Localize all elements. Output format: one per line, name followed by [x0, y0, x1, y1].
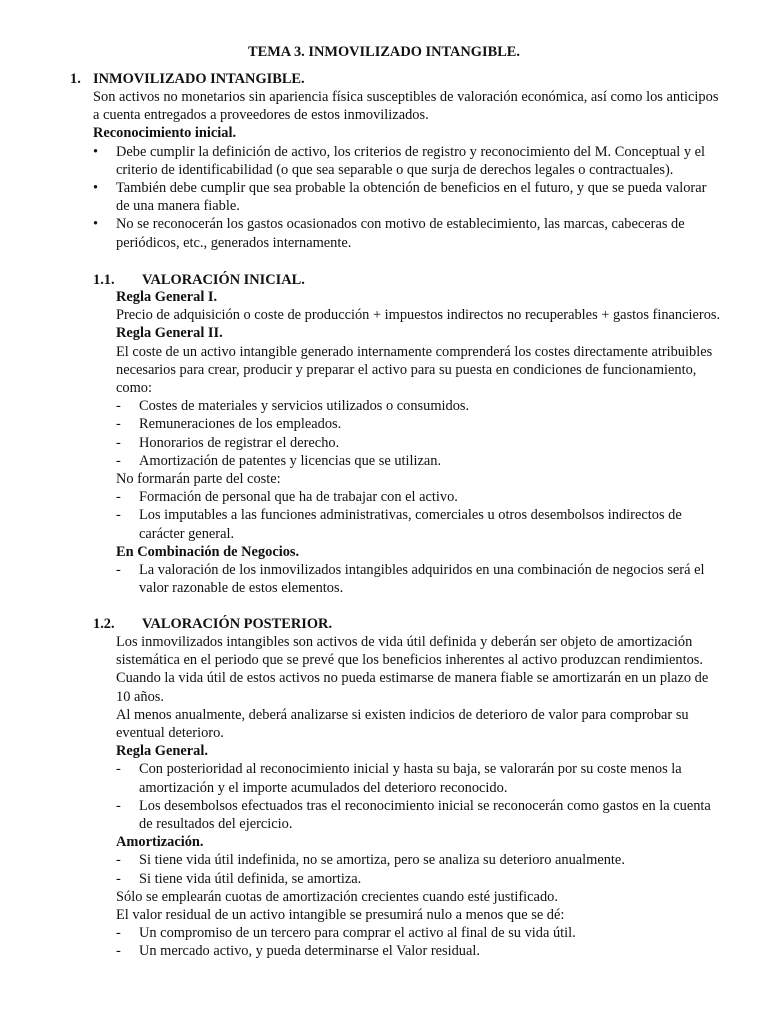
rule-1-text: Precio de adquisición o coste de producción + impuestos indirectos no recuperables + gastos financieros.	[116, 307, 721, 324]
list-item	[116, 924, 721, 942]
page-title: TEMA 3. INMOVILIZADO INTANGIBLE.	[248, 44, 520, 60]
dash-marker: -	[116, 489, 121, 506]
paragraph: Cuando la vida útil de estos activos no pueda estimarse de manera fiable se amortizarán en un plazo de 10 años.	[116, 670, 709, 705]
excluded-intro: No formarán parte del coste:	[116, 471, 281, 488]
list-item	[93, 215, 720, 251]
bullet-marker: •	[93, 216, 99, 233]
dash-marker: -	[116, 761, 121, 778]
list-item	[116, 797, 721, 833]
list-item	[116, 851, 721, 869]
section-1-1-number: 1.1.	[93, 272, 115, 288]
list-item	[116, 942, 721, 960]
dash-marker: -	[116, 797, 121, 814]
amortization-heading: Amortización.	[116, 834, 204, 851]
excluded-item: Los imputables a las funciones administrativas, comerciales u otros desembolsos indirectos de carácter general.	[139, 507, 682, 542]
section-1-title: INMOVILIZADO INTANGIBLE.	[93, 71, 305, 87]
list-item	[116, 452, 721, 470]
cost-item: Costes de materiales y servicios utilizados o consumidos.	[139, 398, 470, 415]
amortization-item: Si tiene vida útil definida, se amortiza.	[139, 870, 362, 887]
section-1-1-body	[116, 288, 721, 597]
paragraph: Los inmovilizados intangibles son activos de vida útil definida y deberán ser objeto de amortización sistemática en el periodo que se prevé que los beneficios inherentes al activo produzcan rendimientos.	[116, 634, 704, 669]
recognition-heading: Reconocimiento inicial.	[93, 125, 237, 142]
list-item	[116, 415, 721, 433]
rule-item: Con posterioridad al reconocimiento inicial y hasta su baja, se valorarán por su coste menos la amortización y el importe acumulados del deterioro reconocido.	[139, 761, 682, 796]
list-item	[93, 143, 720, 179]
section-1-intro: Son activos no monetarios sin apariencia física susceptibles de valoración económica, así como los anticipos a cuenta entregados a proveedores de estos inmovilizados.	[93, 89, 719, 124]
section-1-2-body	[116, 633, 721, 961]
rule-heading: Regla General.	[116, 743, 208, 760]
excluded-item: Formación de personal que ha de trabajar con el activo.	[139, 489, 458, 506]
dash-marker: -	[116, 507, 121, 524]
amortization-item: Si tiene vida útil indefinida, no se amortiza, pero se analiza su deterioro anualmente.	[139, 852, 625, 869]
cost-item: Remuneraciones de los empleados.	[139, 416, 342, 433]
cost-item: Amortización de patentes y licencias que se utilizan.	[139, 452, 442, 469]
list-item	[93, 179, 720, 215]
section-1-1-title: VALORACIÓN INICIAL.	[142, 272, 305, 288]
rule-1-heading: Regla General I.	[116, 289, 218, 305]
paragraph: El valor residual de un activo intangible se presumirá nulo a menos que se dé:	[116, 907, 565, 924]
bullet-marker: •	[93, 143, 99, 160]
list-item	[116, 397, 721, 415]
combination-item: La valoración de los inmovilizados intangibles adquiridos en una combinación de negocios será el valor razonable de estos elementos.	[139, 562, 705, 597]
section-1-body	[93, 88, 720, 252]
rule-2-text: El coste de un activo intangible generado internamente comprenderá los costes directamente atribuibles necesarios para crear, producir y preparar el activo para su puesta en condiciones de funcionamiento, como:	[116, 343, 713, 397]
cost-item: Honorarios de registrar el derecho.	[139, 434, 340, 451]
bullet-text: No se reconocerán los gastos ocasionados con motivo de establecimiento, las marcas, cabeceras de periódicos, etc., generados internamente.	[116, 216, 685, 251]
list-item	[116, 434, 721, 452]
dash-marker: -	[116, 870, 121, 887]
paragraph: Sólo se emplearán cuotas de amortización crecientes cuando esté justificado.	[116, 888, 558, 905]
dash-marker: -	[116, 416, 121, 433]
list-item	[116, 561, 721, 597]
dash-marker: -	[116, 452, 121, 469]
residual-item: Un compromiso de un tercero para comprar el activo al final de su vida útil.	[139, 925, 576, 942]
rule-item: Los desembolsos efectuados tras el reconocimiento inicial se reconocerán como gastos en la cuenta de resultados del ejercicio.	[139, 797, 711, 833]
list-item	[116, 506, 721, 542]
paragraph: Al menos anualmente, deberá analizarse si existen indicios de deterioro de valor para comprobar su eventual deterioro.	[116, 706, 689, 742]
dash-marker: -	[116, 852, 121, 869]
rule-2-heading: Regla General II.	[116, 325, 223, 342]
dash-marker: -	[116, 398, 121, 415]
bullet-marker: •	[93, 180, 99, 197]
list-item	[116, 488, 721, 506]
section-1-2-title: VALORACIÓN POSTERIOR.	[142, 616, 333, 632]
section-1-2-number: 1.2.	[93, 616, 115, 632]
combination-heading: En Combinación de Negocios.	[116, 543, 300, 560]
list-item	[116, 870, 721, 888]
residual-item: Un mercado activo, y pueda determinarse el Valor residual.	[139, 943, 480, 960]
bullet-text: También debe cumplir que sea probable la obtención de beneficios en el futuro, y que se pueda valorar de una manera fiable.	[116, 180, 707, 215]
dash-marker: -	[116, 434, 121, 451]
dash-marker: -	[116, 925, 121, 942]
dash-marker: -	[116, 562, 121, 579]
bullet-text: Debe cumplir la definición de activo, los criterios de registro y reconocimiento del M. Conceptual y el criterio de identificabilidad (o que sea separable o que surja de derechos legales o contractuales).	[116, 143, 706, 178]
dash-marker: -	[116, 943, 121, 960]
section-1-number: 1.	[70, 71, 81, 87]
list-item	[116, 760, 721, 796]
